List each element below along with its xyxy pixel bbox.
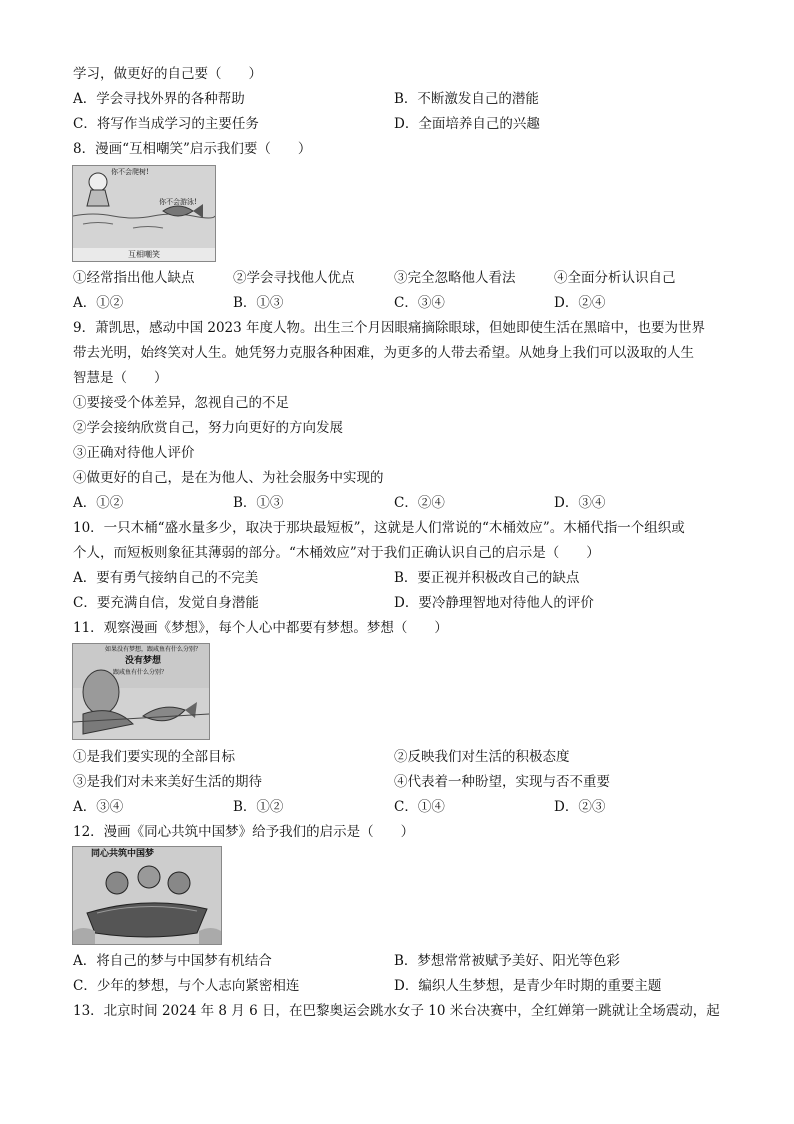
q9-statement-1: ①要接受个体差异，忽视自己的不足 [73, 395, 289, 411]
q11-statement-1: ①是我们要实现的全部目标 [73, 749, 235, 765]
q10-option-b: B．要正视并积极改自己的缺点 [394, 570, 580, 586]
q8-statement-3: ③完全忽略他人看法 [394, 270, 516, 286]
q7-option-c: C．将写作当成学习的主要任务 [73, 116, 259, 132]
q10-stem-line-2: 个人，而短板则象征其薄弱的部分。“木桶效应”对于我们正确认识自己的启示是（ ） [73, 545, 600, 561]
q12-option-c: C．少年的梦想，与个人志向紧密相连 [73, 978, 300, 994]
q11-option-a: A．③④ [73, 799, 124, 815]
q9-option-d: D．③④ [554, 495, 606, 511]
q9-option-c: C．②④ [394, 495, 445, 511]
q12-option-d: D．编织人生梦想，是青少年时期的重要主题 [394, 978, 662, 994]
q9-statement-3: ③正确对待他人评价 [73, 445, 195, 461]
q12-option-a: A．将自己的梦与中国梦有机结合 [73, 953, 272, 969]
q8-option-c: C．③④ [394, 295, 445, 311]
q8-caption: 互相嘲笑 [128, 250, 160, 259]
q8-cartoon [72, 165, 216, 262]
q11-option-b: B．①② [233, 799, 284, 815]
q12-option-b: B．梦想常常被赋予美好、阳光等色彩 [394, 953, 620, 969]
q9-statement-2: ②学会接纳欣赏自己，努力向更好的方向发展 [73, 420, 343, 436]
q8-statement-2: ②学会寻找他人优点 [233, 270, 355, 286]
q13-stem: 13．北京时间 2024 年 8 月 6 日，在巴黎奥运会跳水女子 10 米台决赛中，全红婵第一跳就让全场震动，起 [73, 1003, 720, 1019]
q12-cartoon-drawing [73, 847, 221, 944]
q8-speech-left: 你不会爬树! [111, 168, 149, 176]
q8-statement-1: ①经常指出他人缺点 [73, 270, 195, 286]
q12-cartoon-title: 同心共筑中国梦 [91, 849, 155, 859]
q8-option-b: B．①③ [233, 295, 284, 311]
q10-stem-line-1: 10．一只木桶“盛水量多少，取决于那块最短板”，这就是人们常说的“木桶效应”。木桶代指一个组织或 [73, 520, 685, 536]
q10-option-d: D．要冷静理智地对待他人的评价 [394, 595, 594, 611]
q11-cartoon [72, 643, 210, 740]
q7-option-a: A．学会寻找外界的各种帮助 [73, 91, 245, 107]
q12-cartoon [72, 846, 222, 945]
q11-option-d: D．②③ [554, 799, 606, 815]
q11-cartoon-line-3: 跟咸鱼有什么分别？ [113, 669, 168, 676]
q8-cartoon-drawing [73, 166, 215, 261]
q8-option-a: A．①② [73, 295, 124, 311]
q8-speech-right: 你不会游泳! [159, 198, 197, 206]
q9-stem-line-1: 9．萧凯思，感动中国 2023 年度人物。出生三个月因眼痛摘除眼球，但她即使生活在黑暗中，也要为世界 [73, 320, 706, 336]
q7-option-d: D．全面培养自己的兴趣 [394, 116, 540, 132]
q9-stem-line-3: 智慧是（ ） [73, 370, 168, 386]
q8-option-d: D．②④ [554, 295, 606, 311]
q7-option-b: B．不断激发自己的潜能 [394, 91, 539, 107]
q11-cartoon-title: 没有梦想 [125, 656, 162, 666]
q11-stem: 11．观察漫画《梦想》，每个人心中都要有梦想。梦想（ ） [73, 620, 448, 636]
q11-statement-3: ③是我们对未来美好生活的期待 [73, 774, 262, 790]
q9-statement-4: ④做更好的自己，是在为他人、为社会服务中实现的 [73, 470, 384, 486]
q11-statement-2: ②反映我们对生活的积极态度 [394, 749, 570, 765]
q9-option-a: A．①② [73, 495, 124, 511]
q11-statement-4: ④代表着一种盼望，实现与否不重要 [394, 774, 610, 790]
q12-stem: 12．漫画《同心共筑中国梦》给予我们的启示是（ ） [73, 824, 415, 840]
q7-stem: 学习，做更好的自己要（ ） [73, 66, 262, 82]
q8-stem: 8．漫画“互相嘲笑”启示我们要（ ） [73, 141, 312, 157]
q10-option-c: C．要充满自信，发觉自身潜能 [73, 595, 259, 611]
q9-stem-line-2: 带去光明，始终笑对人生。她凭努力克服各种困难，为更多的人带去希望。从她身上我们可以汲取的人生 [73, 345, 694, 361]
q11-option-c: C．①④ [394, 799, 445, 815]
q9-option-b: B．①③ [233, 495, 284, 511]
q8-statement-4: ④全面分析认识自己 [554, 270, 676, 286]
q10-option-a: A．要有勇气接纳自己的不完美 [73, 570, 259, 586]
q11-cartoon-line-1: 如果没有梦想，跟咸鱼有什么分别？ [105, 646, 202, 653]
